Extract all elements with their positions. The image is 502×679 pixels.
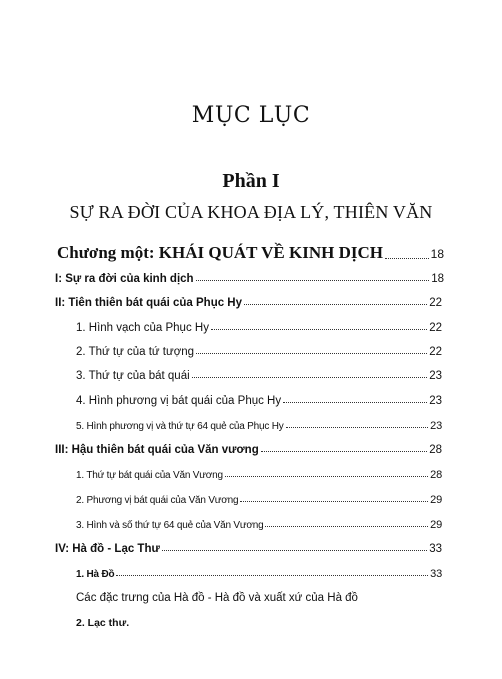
toc-entry-page: 18	[431, 273, 444, 285]
toc-leader-dots	[265, 526, 428, 527]
toc-entry-label: 4. Hình phương vị bát quái của Phục Hy	[76, 395, 282, 407]
toc-entry-page: 23	[430, 420, 442, 432]
toc-entry-page: 22	[429, 297, 442, 309]
toc-entry-label: 1. Hình vạch của Phục Hy	[76, 322, 209, 334]
toc-chapter-page: 18	[430, 247, 444, 261]
toc-entry-label: I: Sự ra đời của kinh dịch	[55, 273, 194, 285]
toc-entry-label: II: Tiên thiên bát quái của Phục Hy	[55, 297, 243, 309]
toc-leader-dots	[240, 501, 428, 502]
toc-leader-dots	[162, 550, 427, 551]
toc-entry-label: 3. Hình và số thứ tự 64 quẻ của Văn Vương	[76, 520, 264, 531]
toc-entry	[76, 494, 442, 506]
toc-entry-page: 33	[430, 568, 442, 580]
part-subtitle: SỰ RA ĐỜI CỦA KHOA ĐỊA LÝ, THIÊN VĂN	[69, 202, 433, 222]
toc-last-item: 2. Lạc thư.	[76, 617, 130, 629]
toc-entry	[76, 469, 442, 481]
toc-entry-label: 1. Thứ tự bát quái của Văn Vương	[76, 470, 223, 481]
toc-entry-label: III: Hậu thiên bát quái của Văn vương	[55, 444, 259, 456]
toc-leader-dots	[192, 377, 428, 378]
toc-entry-page: 33	[429, 543, 442, 555]
toc-entry	[55, 543, 442, 555]
toc-entry-page: 29	[430, 519, 442, 531]
toc-leader-dots	[196, 353, 427, 354]
toc-chapter-label: Chương một: KHÁI QUÁT VỀ KINH DỊCH	[57, 243, 383, 262]
toc-entry	[76, 322, 442, 334]
toc-entry-page: 28	[430, 469, 442, 481]
toc-entry-page: 23	[429, 370, 442, 382]
toc-leader-dots	[283, 402, 427, 403]
toc-entry-label: 5. Hình phương vị và thứ tự 64 quẻ của Phục Hy	[76, 421, 284, 432]
toc-leader-dots	[225, 476, 428, 477]
toc-entry-label: 2. Phương vị bát quái của Văn Vương	[76, 495, 239, 506]
toc-note: Các đặc trưng của Hà đồ - Hà đồ và xuất xứ của Hà đồ	[76, 592, 358, 604]
toc-entry-page: 29	[430, 494, 442, 506]
toc-entry-page: 28	[429, 444, 442, 456]
page-title: MỤC LỤC	[191, 103, 311, 128]
toc-entry-page: 22	[429, 322, 442, 334]
toc-leader-dots	[211, 329, 427, 330]
toc-entry	[76, 568, 442, 580]
toc-entry-page: 23	[429, 395, 442, 407]
toc-leader-dots	[385, 258, 429, 259]
toc-leader-dots	[261, 451, 427, 452]
toc-leader-dots	[196, 280, 430, 281]
toc-entry-label: IV: Hà đồ - Lạc Thư	[55, 543, 160, 555]
toc-entry-label: 3. Thứ tự của bát quái	[76, 370, 190, 382]
toc-entry-label: 1. Hà Đồ	[76, 569, 115, 580]
toc-entry	[76, 370, 442, 382]
toc-entry	[76, 519, 442, 531]
toc-entry	[76, 420, 442, 432]
toc-entry-label: 2. Thứ tự của tứ tượng	[76, 346, 195, 358]
part-title: Phần I	[222, 170, 280, 192]
toc-entry	[55, 273, 444, 285]
toc-leader-dots	[244, 304, 427, 305]
toc-chapter-heading	[57, 243, 444, 263]
toc-entry	[76, 395, 442, 407]
toc-entry	[55, 297, 442, 309]
toc-leader-dots	[286, 427, 429, 428]
toc-entry-page: 22	[429, 346, 442, 358]
toc-entry	[76, 346, 442, 358]
toc-entry	[55, 444, 442, 456]
toc-leader-dots	[116, 575, 428, 576]
